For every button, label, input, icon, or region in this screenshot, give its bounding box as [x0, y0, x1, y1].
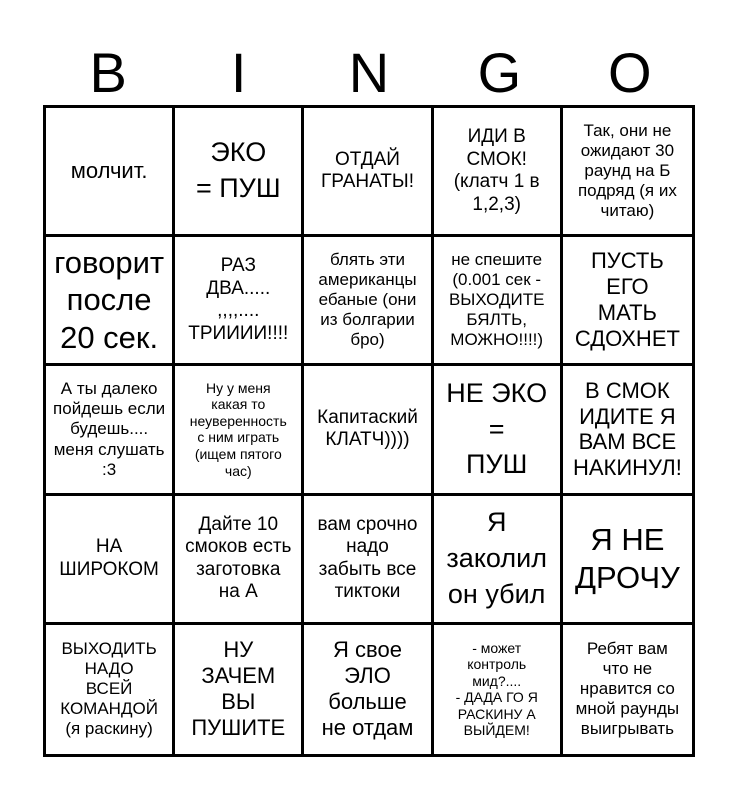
bingo-cell[interactable]: вам срочно надо забыть все тиктоки	[304, 496, 433, 625]
bingo-cell[interactable]: блять эти американцы ебаные (они из болгарии бро)	[304, 237, 433, 366]
bingo-header	[43, 40, 695, 106]
bingo-cell[interactable]: Я заколил он убил	[434, 496, 563, 625]
bingo-cell[interactable]: А ты далеко пойдешь если будешь.... меня слушать :3	[46, 366, 175, 495]
bingo-cell[interactable]: говорит после 20 сек.	[46, 237, 175, 366]
bingo-cell[interactable]: НУ ЗАЧЕМ ВЫ ПУШИТЕ	[175, 625, 304, 754]
header-letter-o: O	[608, 41, 652, 104]
header-letter-g: G	[477, 41, 522, 104]
bingo-cell[interactable]: ИДИ В СМОК! (клатч 1 в 1,2,3)	[434, 108, 563, 237]
bingo-cell[interactable]: Ну у меня какая то неуверенность с ним играть (ищем пятого час)	[175, 366, 304, 495]
bingo-cell[interactable]: Капитаский КЛАТЧ))))	[304, 366, 433, 495]
header-letter-n: N	[348, 41, 390, 104]
bingo-cell[interactable]: Ребят вам что не нравится со мной раунды выигрывать	[575, 639, 680, 739]
bingo-cell[interactable]: НЕ ЭКО = ПУШ	[434, 366, 563, 495]
bingo-cell[interactable]: ПУСТЬ ЕГО МАТЬ СДОХНЕТ	[563, 237, 692, 366]
header-letter-b: B	[89, 41, 127, 104]
bingo-cell[interactable]: Я НЕ ДРОЧУ	[563, 496, 692, 625]
header-letter-i: I	[230, 41, 247, 104]
bingo-cell[interactable]: молчит.	[46, 108, 175, 237]
bingo-cell[interactable]: ЭКО = ПУШ	[175, 108, 304, 237]
bingo-cell[interactable]: Дайте 10 смоков есть заготовка на А	[175, 496, 304, 625]
bingo-cell[interactable]: НА ШИРОКОМ	[46, 496, 175, 625]
bingo-cell[interactable]: не спешите (0.001 сек - ВЫХОДИТЕ БЯЛТЬ, МОЖНО!!!!)	[434, 237, 563, 366]
bingo-grid	[43, 105, 695, 757]
bingo-cell[interactable]: - может контроль мид?.... - ДАДА ГО Я РАСКИНУ А ВЫЙДЕМ!	[434, 625, 563, 754]
bingo-cell[interactable]: ВЫХОДИТЬ НАДО ВСЕЙ КОМАНДОЙ (я раскину)	[46, 625, 175, 754]
bingo-cell[interactable]: В СМОК ИДИТЕ Я ВАМ ВСЕ НАКИНУЛ!	[563, 366, 692, 495]
bingo-cell[interactable]: Так, они не ожидают 30 раунд на Б подряд (я их читаю)	[563, 108, 692, 237]
bingo-cell[interactable]: РАЗ ДВА..... ,,,,.... ТРИИИИ!!!!	[175, 237, 304, 366]
bingo-cell[interactable]: ОТДАЙ ГРАНАТЫ!	[304, 108, 433, 237]
bingo-cell[interactable]: Я свое ЭЛО больше не отдам	[304, 625, 433, 754]
